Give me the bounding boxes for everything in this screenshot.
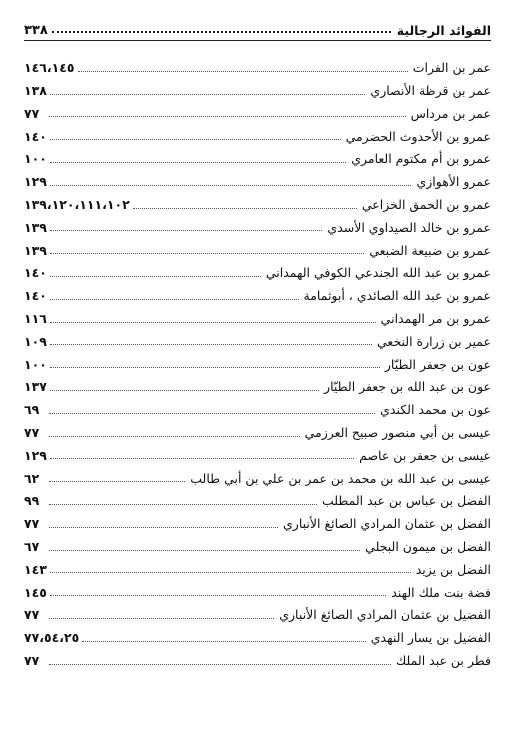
leader-dots bbox=[50, 94, 366, 95]
leader-dots bbox=[50, 572, 411, 573]
leader-dots bbox=[50, 253, 364, 254]
leader-dots bbox=[82, 641, 365, 642]
entry-name: فطر بن عبد الملك bbox=[395, 653, 491, 669]
index-entry bbox=[24, 554, 491, 577]
entry-name: عمرو بن خالد الصيداوي الأسدي bbox=[327, 219, 491, 235]
index-entry bbox=[24, 143, 491, 166]
entry-pages: ١٤٦،١٤٥ bbox=[24, 60, 75, 76]
entry-name: الفضل بن ميمون البجلي bbox=[365, 539, 491, 555]
entry-name: عمر بن مرداس bbox=[410, 105, 491, 121]
index-entries bbox=[24, 52, 491, 668]
entry-pages: ١٤٠ bbox=[24, 288, 47, 304]
entry-name: الفضل بن يزيد bbox=[415, 561, 491, 577]
entry-name: عمر بن الفرات bbox=[412, 60, 491, 76]
leader-dots bbox=[50, 322, 376, 323]
index-entry bbox=[24, 303, 491, 326]
entry-pages: ١١٦ bbox=[24, 311, 47, 327]
entry-pages: ٧٧ bbox=[24, 425, 40, 441]
entry-pages: ١٢٩ bbox=[24, 174, 47, 190]
entry-pages: ٧٧ bbox=[24, 653, 40, 669]
entry-pages: ١٤٥ bbox=[24, 584, 47, 600]
entry-name: عون بن محمد الكندي bbox=[380, 402, 491, 418]
page-number: ٣٣٨ bbox=[24, 23, 48, 38]
leader-dots bbox=[78, 71, 408, 72]
index-entry bbox=[24, 462, 491, 485]
index-entry bbox=[24, 280, 491, 303]
entry-pages: ١٠٠ bbox=[24, 151, 47, 167]
entry-name: عيسى بن جعفر بن عاصم bbox=[359, 447, 491, 463]
entry-pages: ١٣٩ bbox=[24, 219, 47, 235]
running-header bbox=[24, 14, 491, 38]
header-leader-dots bbox=[52, 31, 391, 33]
entry-pages: ٧٧ bbox=[24, 516, 40, 532]
leader-dots bbox=[49, 550, 360, 551]
entry-name: فضة بنت ملك الهند bbox=[391, 584, 491, 600]
leader-dots bbox=[49, 504, 317, 505]
entry-name: عمرو بن الحمق الخزاعي bbox=[361, 197, 491, 213]
index-entry bbox=[24, 189, 491, 212]
entry-pages: ١٣٩ bbox=[24, 242, 47, 258]
index-entry bbox=[24, 98, 491, 121]
entry-name: عمرو بن أم مكتوم العامري bbox=[351, 151, 491, 167]
entry-pages: ١٤٣ bbox=[24, 561, 47, 577]
leader-dots bbox=[50, 230, 323, 231]
index-entry bbox=[24, 645, 491, 668]
index-entry bbox=[24, 440, 491, 463]
leader-dots bbox=[133, 208, 357, 209]
leader-dots bbox=[49, 436, 300, 437]
index-entry bbox=[24, 348, 491, 371]
entry-pages: ٩٩ bbox=[24, 493, 40, 509]
index-entry bbox=[24, 52, 491, 75]
index-entry bbox=[24, 508, 491, 531]
entry-pages: ٧٧ bbox=[24, 105, 40, 121]
entry-pages: ٧٧ bbox=[24, 607, 40, 623]
entry-pages: ١٣٩،١٢٠،١١١،١٠٢ bbox=[24, 197, 130, 213]
header-rule bbox=[24, 40, 491, 41]
entry-name: الفضل بن عثمان المرادي الصائغ الأنباري bbox=[283, 516, 491, 532]
entry-pages: ١٣٨ bbox=[24, 83, 47, 99]
entry-pages: ٧٧،٥٤،٢٥ bbox=[24, 630, 80, 646]
leader-dots bbox=[49, 527, 278, 528]
index-entry bbox=[24, 120, 491, 143]
entry-name: عمير بن زرارة النخعي bbox=[377, 333, 491, 349]
entry-pages: ١٠٠ bbox=[24, 356, 47, 372]
index-entry bbox=[24, 417, 491, 440]
entry-name: عمرو بن مر الهمداني bbox=[380, 311, 491, 327]
entry-name: عمرو بن الأحدوث الحضرمي bbox=[345, 128, 491, 144]
entry-name: عيسى بن عبد الله بن محمد بن عمر بن علي بن أبي طالب bbox=[190, 470, 491, 486]
entry-name: عيسى بن أبي منصور صبيح العرزمي bbox=[304, 425, 491, 441]
entry-pages: ١٤٠ bbox=[24, 128, 47, 144]
leader-dots bbox=[49, 481, 185, 482]
entry-name: الفضيل بن يسار النهدي bbox=[370, 630, 491, 646]
leader-dots bbox=[50, 299, 299, 300]
entry-pages: ٦٩ bbox=[24, 402, 40, 418]
entry-name: عمرو الأهوازي bbox=[416, 174, 491, 190]
index-entry bbox=[24, 257, 491, 280]
index-entry bbox=[24, 75, 491, 98]
leader-dots bbox=[49, 413, 375, 414]
leader-dots bbox=[50, 162, 346, 163]
index-entry bbox=[24, 166, 491, 189]
entry-pages: ٦٢ bbox=[24, 470, 40, 486]
entry-pages: ١٤٠ bbox=[24, 265, 47, 281]
index-entry bbox=[24, 599, 491, 622]
index-entry bbox=[24, 326, 491, 349]
entry-name: عمرو بن ضبيعة الضبعي bbox=[369, 242, 491, 258]
index-entry bbox=[24, 576, 491, 599]
leader-dots bbox=[50, 276, 261, 277]
leader-dots bbox=[50, 185, 412, 186]
leader-dots bbox=[50, 344, 372, 345]
index-entry bbox=[24, 485, 491, 508]
index-entry bbox=[24, 531, 491, 554]
leader-dots bbox=[49, 618, 274, 619]
entry-pages: ٦٧ bbox=[24, 539, 40, 555]
entry-pages: ١٠٩ bbox=[24, 333, 47, 349]
entry-pages: ١٣٧ bbox=[24, 379, 47, 395]
leader-dots bbox=[50, 595, 386, 596]
leader-dots bbox=[50, 390, 319, 391]
leader-dots bbox=[50, 367, 380, 368]
entry-name: عمر بن قرظة الأنصاري bbox=[370, 83, 491, 99]
entry-name: الفضيل بن عثمان المرادي الصائغ الأنباري bbox=[279, 607, 491, 623]
index-entry bbox=[24, 622, 491, 645]
leader-dots bbox=[49, 116, 406, 117]
index-entry bbox=[24, 234, 491, 257]
entry-pages: ١٢٩ bbox=[24, 447, 47, 463]
entry-name: عون بن عبد الله بن جعفر الطيّار bbox=[324, 379, 491, 395]
leader-dots bbox=[49, 664, 391, 665]
index-entry bbox=[24, 212, 491, 235]
book-title: الفوائد الرجالية bbox=[396, 23, 491, 38]
index-entry bbox=[24, 371, 491, 394]
entry-name: عون بن جعفر الطيّار bbox=[384, 356, 491, 372]
leader-dots bbox=[50, 458, 354, 459]
leader-dots bbox=[50, 139, 341, 140]
entry-name: عمرو بن عبد الله الجندعي الكوفي الهمداني bbox=[265, 265, 491, 281]
entry-name: عمرو بن عبد الله الصائدي ، أبوثمامة bbox=[303, 288, 491, 304]
index-entry bbox=[24, 394, 491, 417]
entry-name: الفضل بن عباس بن عبد المطلب bbox=[321, 493, 491, 509]
